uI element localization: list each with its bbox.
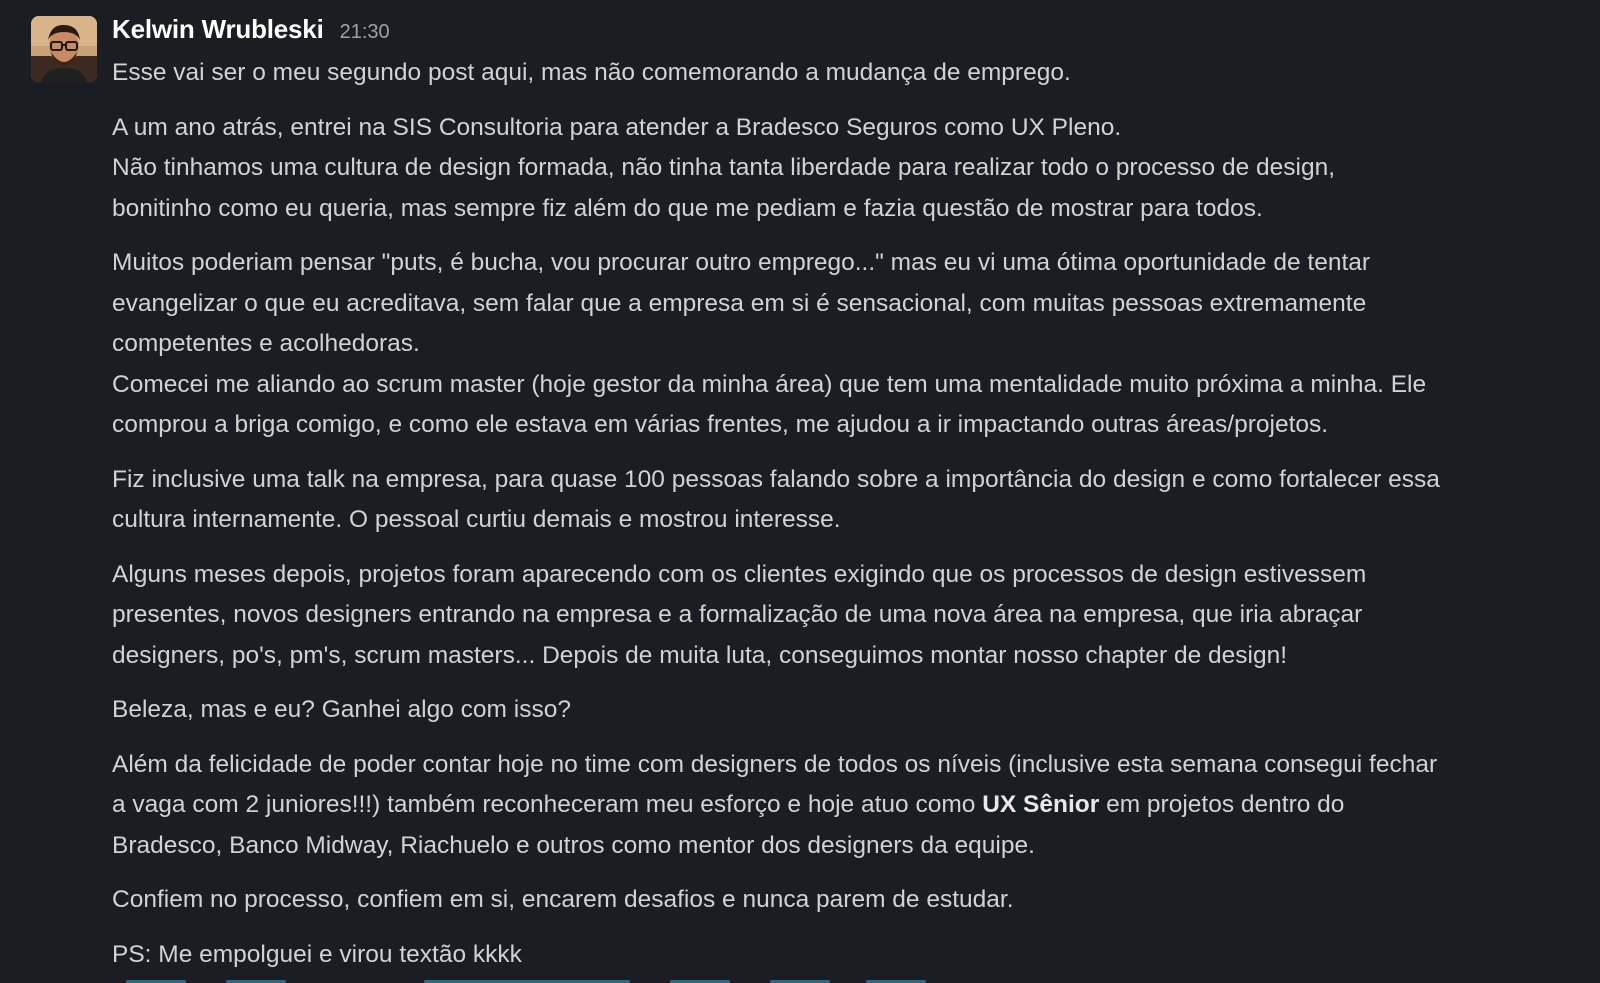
message-timestamp[interactable]: 21:30: [339, 21, 390, 43]
paragraph-2: [112, 108, 1562, 230]
text-line: Não tinhamos uma cultura de design formada, não tinha tanta liberdade para realizar todo o processo de design,: [112, 154, 1336, 181]
paragraph-3: [112, 243, 1562, 446]
text-line: evangelizar o que eu acreditava, sem falar que a empresa em si é sensacional, com muitas pessoas extremamente: [112, 289, 1367, 317]
text-line: Confiem no processo, confiem em si, encarem desafios e nunca parem de estudar.: [112, 886, 1014, 913]
text-line: presentes, novos designers entrando na empresa e a formalização de uma nova área na empresa, que iria abraçar: [112, 601, 1363, 628]
text-line: Alguns meses depois, projetos foram aparecendo com os clientes exigindo que os processos de design estivessem: [112, 560, 1367, 588]
text-segment: em projetos dentro do: [1099, 791, 1345, 818]
text-line: comprou a briga comigo, e como ele estava em várias frentes, me ajudou a ir impactando outras áreas/projetos.: [112, 411, 1329, 438]
paragraph-8: [112, 880, 1562, 921]
text-line: Além da felicidade de poder contar hoje no time com designers de todos os níveis (inclusive esta semana consegui fechar: [112, 750, 1438, 778]
bold-text: UX Sênior: [982, 791, 1100, 818]
text-line: A um ano atrás, entrei na SIS Consultoria para atender a Bradesco Seguros como UX Pleno.: [112, 113, 1122, 141]
text-line: competentes e acolhedoras.: [112, 330, 420, 357]
paragraph-1: [112, 53, 1562, 94]
paragraph-5: [112, 555, 1562, 677]
paragraph-6: [112, 690, 1562, 731]
paragraph-4: [112, 460, 1562, 541]
message-body: [112, 53, 1562, 983]
text-line: PS: Me empolguei e virou textão kkkk: [112, 940, 522, 968]
text-line: Muitos poderiam pensar "puts, é bucha, vou procurar outro emprego..." mas eu vi uma ótima oportunidade de tentar: [112, 249, 1371, 276]
text-line: Esse vai ser o meu segundo post aqui, mas não comemorando a mudança de emprego.: [112, 59, 1071, 86]
text-line: [112, 785, 1562, 826]
text-line: designers, po's, pm's, scrum masters... Depois de muita luta, conseguimos montar nosso chapter de design!: [112, 641, 1288, 669]
author-name[interactable]: Kelwin Wrubleski: [112, 14, 324, 44]
user-avatar-icon: [31, 16, 97, 82]
message-header: [112, 14, 390, 48]
text-line: Comecei me aliando ao scrum master (hoje gestor da minha área) que tem uma mentalidade muito próxima a minha. Ele: [112, 370, 1427, 398]
text-segment: a vaga com 2 juniores!!!) também reconheceram meu esforço e hoje atuo como: [112, 791, 983, 818]
avatar[interactable]: [31, 16, 97, 82]
text-line: Fiz inclusive uma talk na empresa, para quase 100 pessoas falando sobre a importância do design e como fortalecer essa: [112, 465, 1440, 493]
reaction-strip-edge: [0, 979, 1600, 983]
text-line: bonitinho como eu queria, mas sempre fiz além do que me pediam e fazia questão de mostrar para todos.: [112, 194, 1263, 222]
text-line: cultura internamente. O pessoal curtiu demais e mostrou interesse.: [112, 506, 841, 533]
paragraph-9: [112, 935, 1562, 976]
text-line: Beleza, mas e eu? Ganhei algo com isso?: [112, 696, 571, 723]
paragraph-7: [112, 745, 1562, 867]
text-line: Bradesco, Banco Midway, Riachuelo e outros como mentor dos designers da equipe.: [112, 831, 1035, 859]
